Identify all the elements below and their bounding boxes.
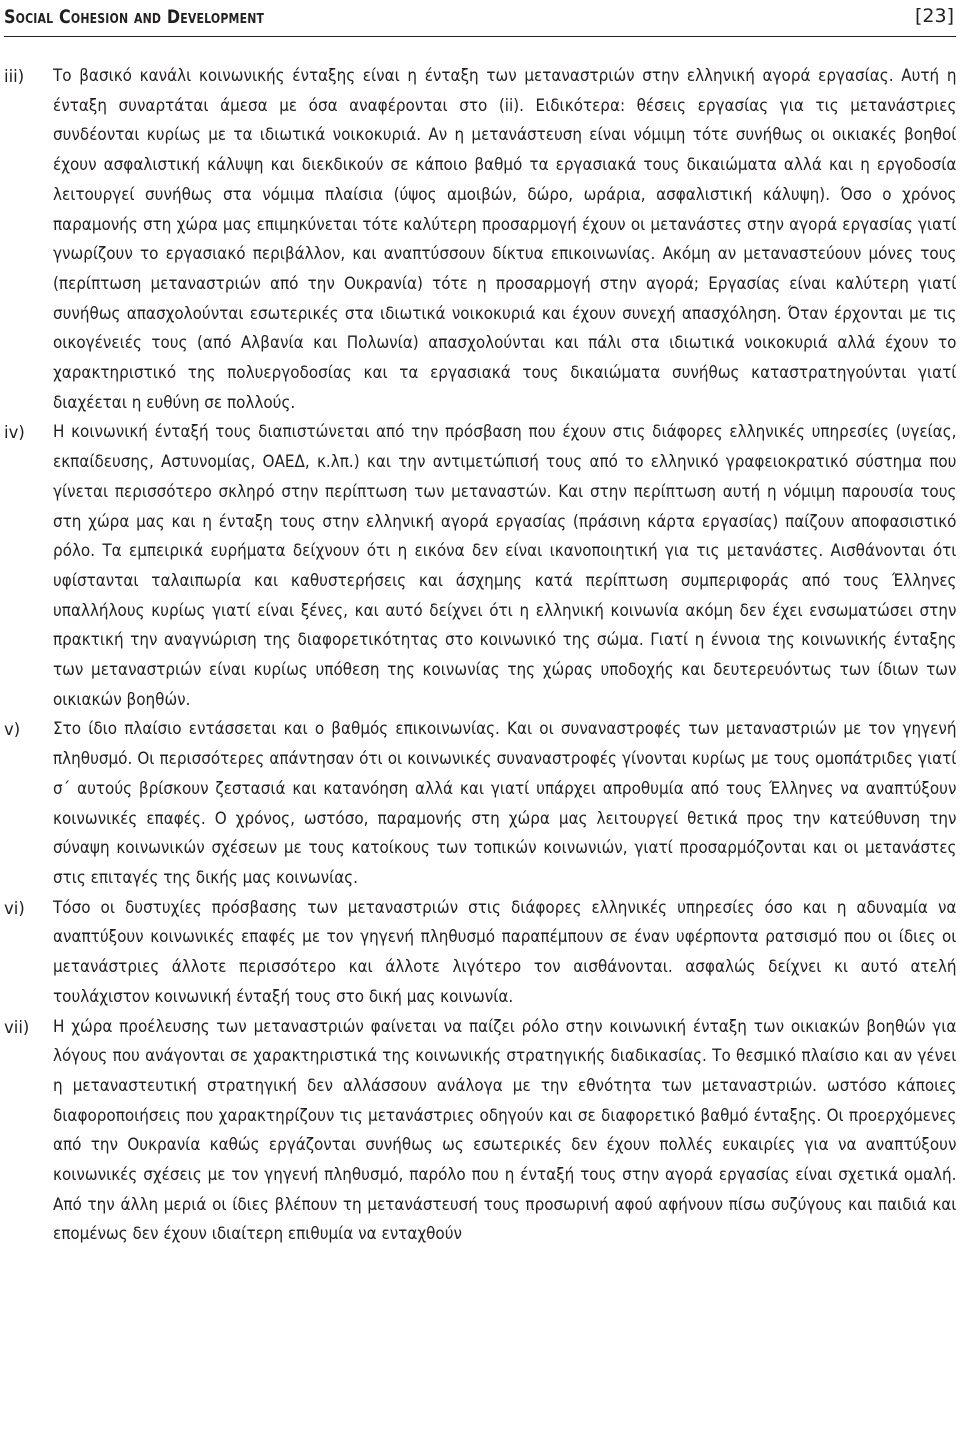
list-item (0, 715, 960, 893)
item-marker: v) (4, 720, 21, 740)
item-marker: vii) (4, 1017, 30, 1037)
list-item (0, 1013, 960, 1251)
body-text (0, 62, 960, 1250)
item-paragraph: Στο ίδιο πλαίσιο εντάσσεται και ο βαθμός επικοινωνίας. Και οι συναναστροφές των μεταναστριών με τον γηγενή πληθυσμό. Οι περισσότερες απάντησαν ότι οι κοινωνικές συναναστροφές γίνονται κυρίως με τους ομοπάτριδες γιατί σ΄ αυτούς βρίσκουν ζεστασιά και κατανόηση αλλά και γιατί υπάρχει απροθυμία από τους Έλληνες να αναπτύξουν κοινωνικές επαφές. Ο χρόνος, ωστόσο, παραμονής στη χώρα μας λειτουργεί θετικά προς την κατεύθυνση την σύναψη κοινωνικών σχέσεων με τους κατοίκους των τοπικών κοινωνιών, γιατί προσαρμόζονται και οι μετανάστες στις επιταγές της δικής μας κοινωνίας. (53, 719, 957, 888)
item-paragraph: Η κοινωνική ένταξή τους διαπιστώνεται από την πρόσβαση που έχουν στις διάφορες ελληνικές υπηρεσίες (υγείας, εκπαίδευσης, Αστυνομίας, ΟΑΕΔ, κ.λπ.) και την αντιμετώπισή τους από το ελληνικό γραφειοκρατικό σύστημα που γίνεται περισσότερο σκληρό στην περίπτωση των μεταναστών. Και στην περίπτωση αυτή η νόμιμη παρουσία τους στη χώρα μας και η ένταξη τους στην ελληνική αγορά εργασίας (πράσινη κάρτα εργασίας) παίζουν αποφασιστικό ρόλο. Τα εμπειρικά ευρήματα δείχνουν ότι η εικόνα δεν είναι ικανοποιητική για τις μετανάστες. Αισθάνονται ότι υφίστανται ταλαιπωρία και καθυστερήσεις και άσχημης κατά περίπτωση συμπεριφοράς από τους Έλληνες υπαλλήλους κυρίως γιατί είναι ξένες, και αυτό δείχνει ότι η ελληνική κοινωνία ακόμη δεν έχει ενσωματώσει στην πρακτική την αναγνώριση της διαφορετικότητας στο κοινωνικό της σώμα. Γιατί η έννοια της κοινωνικής ένταξης των μεταναστριών είναι κυρίως υπόθεση της κοινωνίας της χώρας υποδοχής και δευτερευόντως των ίδιων των οικιακών βοηθών. (53, 422, 957, 710)
item-marker: iv) (4, 423, 25, 443)
list-item (0, 894, 960, 1013)
item-paragraph: Η χώρα προέλευσης των μεταναστριών φαίνεται να παίζει ρόλο στην κοινωνική ένταξη των οικιακών βοηθών για λόγους που ανάγονται σε χαρακτηριστικά της κοινωνικής στρατηγικής διαδικασίας. Το θεσμικό πλαίσιο και αν γένει η μεταναστευτική στρατηγική δεν αλλάσσουν ανάλογα με την εθνότητα των μεταναστριών. ωστόσο κάποιες διαφοροποιήσεις που χαρακτηρίζουν τις μετανάστριες οδηγούν και σε διαφορετικό βαθμό ένταξης. Οι προερχόμενες από την Ουκρανία καθώς εργάζονται συνήθως ως εσωτερικές δεν έχουν πολλές ευκαιρίες για να αναπτύξουν κοινωνικές σχέσεις με τον γηγενή πληθυσμό, παρόλο που η ένταξή τους στην αγορά εργασίας είναι σχετικά ομαλή. Από την άλλη μεριά οι ίδιες βλέπουν τη μετανάστευσή τους προσωρινή αφού αφήνουν πίσω συζύγους και παιδιά και επομένως δεν έχουν ιδιαίτερη επιθυμία να ενταχθούν (53, 1016, 957, 1245)
running-header (4, 0, 956, 37)
item-paragraph: Το βασικό κανάλι κοινωνικής ένταξης είναι η ένταξη των μεταναστριών στην ελληνική αγορά εργασίας. Αυτή η ένταξη συναρτάται άμεσα με όσα αναφέρονται στο (ii). Ειδικότερα: θέσεις εργασίας για τις μετανάστριες συνδέονται κυρίως με τα ιδιωτικά νοικοκυριά. Αν η μετανάστευση είναι νόμιμη τότε συνήθως οι οικιακές βοηθοί έχουν ασφαλιστική κάλυψη και διεκδικούν σε κάποιο βαθμό τα εργασιακά τους δικαιώματα αλλά και η εργοδοσία λειτουργεί συνήθως στα νόμιμα πλαίσια (ύψος αμοιβών, δώρο, ωράρια, ασφαλιστική κάλυψη). Όσο ο χρόνος παραμονής στη χώρα μας επιμηκύνεται τότε καλύτερη προσαρμογή έχουν οι μετανάστες στην αγορά εργασίας γιατί γνωρίζουν το εργασιακό περιβάλλον, και αναπτύσσουν δίκτυα επικοινωνίας. Ακόμη αν μεταναστεύουν μόνες τους (περίπτωση μεταναστριών από την Ουκρανία) τότε η προσαρμογή στην αγορά; Εργασίας είναι καλύτερη γιατί συνήθως απασχολούνται εσωτερικές στα ιδιωτικά νοικοκυριά και έχουν συνεχή απασχόληση. Όταν έρχονται με τις οικογένειές τους (από Αλβανία και Πολωνία) απασχολούνται και πάλι στα ιδιωτικά νοικοκυριά αλλά έχουν το χαρακτηριστικό της πολυεργοδοσίας και τα εργασιακά τους δικαιώματα συνήθως καταστρατηγούνται γιατί διαχέεται η ευθύνη σε πολλούς. (53, 66, 957, 413)
list-item (0, 62, 960, 418)
list-item (0, 418, 960, 715)
item-marker: iii) (4, 67, 25, 86)
item-paragraph: Τόσο οι δυστυχίες πρόσβασης των μεταναστριών στις διάφορες ελληνικές υπηρεσίες όσο και η αδυναμία να αναπτύξουν κοινωνικές επαφές με τον γηγενή πληθυσμό παραπέμπουν σε έναν υφέρποντα ρατσισμό που οι ίδιες οι μετανάστριες άλλοτε περισσότερο και άλλοτε λιγότερο τον αισθάνονται. ασφαλώς δείχνει κι αυτό ατελή τουλάχιστον κοινωνική ένταξή τους στο δική μας κοινωνία. (53, 897, 957, 1007)
running-header-title: Social Cohesion and Development (4, 6, 265, 28)
page-number: [23] (914, 5, 954, 27)
item-marker: vi) (4, 898, 25, 918)
